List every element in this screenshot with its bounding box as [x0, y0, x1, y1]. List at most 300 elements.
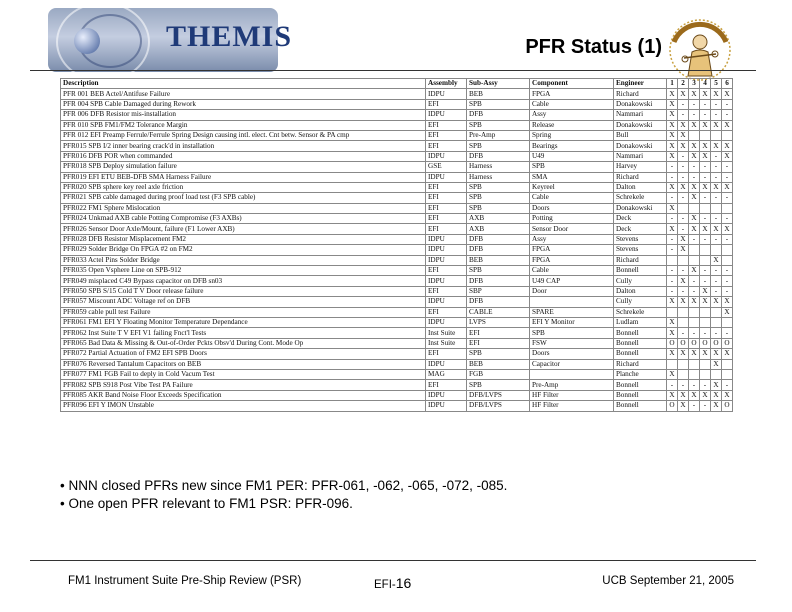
cell-assembly: EFI	[426, 349, 467, 359]
cell-flight-2: X	[678, 89, 689, 99]
cell-subassy: AXB	[467, 224, 530, 234]
cell-flight-2: -	[678, 110, 689, 120]
cell-component: Assy	[530, 110, 614, 120]
cell-engineer: Stevens	[614, 234, 667, 244]
header-component: Component	[530, 79, 614, 89]
cell-engineer: Dalton	[614, 182, 667, 192]
cell-assembly: IDPU	[426, 172, 467, 182]
cell-engineer: Planche	[614, 369, 667, 379]
cell-flight-2: X	[678, 401, 689, 411]
cell-flight-6: X	[722, 120, 733, 130]
cell-subassy: CABLE	[467, 307, 530, 317]
cell-engineer: Bonnell	[614, 328, 667, 338]
cell-component: FPGA	[530, 245, 614, 255]
cell-description: PFR096 EFI Y IMON Unstable	[61, 401, 426, 411]
cell-subassy: SPB	[467, 182, 530, 192]
cell-flight-4: -	[700, 162, 711, 172]
bullet-open-pfr: • One open PFR relevant to FM1 PSR: PFR-096.	[60, 496, 353, 511]
cell-flight-3: -	[689, 401, 700, 411]
cell-engineer: Bull	[614, 130, 667, 140]
cell-description: PFR028 DFB Resistor Misplacement FM2	[61, 234, 426, 244]
cell-flight-6: -	[722, 286, 733, 296]
cell-flight-1: -	[667, 234, 678, 244]
cell-flight-1: X	[667, 89, 678, 99]
cell-assembly: IDPU	[426, 390, 467, 400]
table-row	[61, 203, 733, 213]
cell-component: Doors	[530, 203, 614, 213]
cell-flight-4: X	[700, 286, 711, 296]
cell-flight-2: -	[678, 162, 689, 172]
cell-flight-4: X	[700, 89, 711, 99]
cell-component: SMA	[530, 172, 614, 182]
cell-flight-2	[678, 255, 689, 265]
cell-flight-3: -	[689, 234, 700, 244]
cell-flight-2: X	[678, 245, 689, 255]
cell-flight-2: X	[678, 349, 689, 359]
table-row	[61, 369, 733, 379]
cell-flight-3: X	[689, 266, 700, 276]
cell-flight-3	[689, 369, 700, 379]
cell-flight-6: -	[722, 214, 733, 224]
header-assembly: Assembly	[426, 79, 467, 89]
cell-description: PFR061 FM1 EFI Y Floating Monitor Temperature Dependance	[61, 317, 426, 327]
header-flight-1: 1	[667, 79, 678, 89]
table-body	[61, 89, 733, 411]
cell-flight-5: X	[711, 349, 722, 359]
cell-description: PFR 001 BEB Actel/Antifuse Failure	[61, 89, 426, 99]
cell-assembly: MAG	[426, 369, 467, 379]
cell-assembly: EFI	[426, 266, 467, 276]
cell-subassy: Pre-Amp	[467, 130, 530, 140]
cell-component: Bearings	[530, 141, 614, 151]
cell-assembly: Inst Suite	[426, 328, 467, 338]
cell-flight-6: X	[722, 182, 733, 192]
cell-flight-2: -	[678, 380, 689, 390]
cell-flight-1: X	[667, 151, 678, 161]
cell-flight-2: X	[678, 120, 689, 130]
cell-engineer: Cully	[614, 276, 667, 286]
cell-flight-6: -	[722, 266, 733, 276]
cell-engineer: Cully	[614, 297, 667, 307]
cell-engineer: Schrekele	[614, 307, 667, 317]
cell-component: FPGA	[530, 89, 614, 99]
cell-flight-6: X	[722, 141, 733, 151]
cell-flight-4: X	[700, 120, 711, 130]
cell-flight-4	[700, 307, 711, 317]
cell-flight-2	[678, 359, 689, 369]
cell-flight-1: X	[667, 224, 678, 234]
cell-assembly: EFI	[426, 193, 467, 203]
table-row	[61, 328, 733, 338]
cell-flight-6	[722, 369, 733, 379]
cell-flight-6: X	[722, 89, 733, 99]
cell-subassy: SPB	[467, 203, 530, 213]
cell-description: PFR 004 SPB Cable Damaged during Rework	[61, 99, 426, 109]
cell-subassy: SPB	[467, 380, 530, 390]
table-row	[61, 390, 733, 400]
cell-engineer: Dalton	[614, 286, 667, 296]
cell-flight-4: X	[700, 390, 711, 400]
cell-assembly: IDPU	[426, 110, 467, 120]
cell-flight-6: X	[722, 307, 733, 317]
cell-assembly: IDPU	[426, 151, 467, 161]
cell-assembly: IDPU	[426, 297, 467, 307]
cell-flight-5	[711, 369, 722, 379]
cell-flight-3: -	[689, 328, 700, 338]
cell-assembly: EFI	[426, 380, 467, 390]
cell-flight-6: O	[722, 401, 733, 411]
cell-flight-3: X	[689, 349, 700, 359]
cell-flight-2: -	[678, 193, 689, 203]
cell-flight-5: -	[711, 266, 722, 276]
table-row	[61, 130, 733, 140]
table-row	[61, 266, 733, 276]
cell-assembly: Inst Suite	[426, 338, 467, 348]
header-rule	[30, 70, 756, 71]
cell-flight-5: X	[711, 141, 722, 151]
cell-engineer: Richard	[614, 89, 667, 99]
cell-assembly: IDPU	[426, 89, 467, 99]
header-engineer: Engineer	[614, 79, 667, 89]
cell-flight-3	[689, 245, 700, 255]
table-row	[61, 359, 733, 369]
cell-component: Capacitor	[530, 359, 614, 369]
cell-description: PFR035 Open Vsphere Line on SPB-912	[61, 266, 426, 276]
cell-engineer: Donakowski	[614, 141, 667, 151]
cell-component: Sensor Door	[530, 224, 614, 234]
cell-flight-6: X	[722, 390, 733, 400]
cell-flight-4: -	[700, 380, 711, 390]
cell-assembly: EFI	[426, 224, 467, 234]
cell-engineer: Bonnell	[614, 266, 667, 276]
logo-wordmark: THEMIS	[166, 20, 293, 53]
cell-flight-6: -	[722, 328, 733, 338]
cell-flight-5: -	[711, 234, 722, 244]
cell-subassy: DFB	[467, 276, 530, 286]
cell-subassy: Harness	[467, 172, 530, 182]
header-flight-6: 6	[722, 79, 733, 89]
cell-engineer: Richard	[614, 255, 667, 265]
cell-subassy: SPB	[467, 349, 530, 359]
cell-flight-5: O	[711, 338, 722, 348]
footer-page-number	[374, 575, 411, 591]
footer-date: UCB September 21, 2005	[602, 575, 734, 587]
cell-flight-1: X	[667, 110, 678, 120]
cell-flight-1: O	[667, 338, 678, 348]
cell-description: PFR018 SPB Deploy simulation failure	[61, 162, 426, 172]
cell-flight-6: -	[722, 234, 733, 244]
cell-flight-6: X	[722, 224, 733, 234]
cell-flight-4: X	[700, 182, 711, 192]
header-description: Description	[61, 79, 426, 89]
cell-flight-3: X	[689, 193, 700, 203]
cell-flight-3: X	[689, 120, 700, 130]
cell-flight-4: -	[700, 214, 711, 224]
cell-subassy: DFB	[467, 110, 530, 120]
cell-description: PFR019 EFI ETU BEB-DFB SMA Harness Failure	[61, 172, 426, 182]
cell-assembly: EFI	[426, 286, 467, 296]
cell-subassy: SPB	[467, 193, 530, 203]
cell-description: PFR 012 EFI Preamp Ferrule/Ferrule Spring Design causing intl. elect. Cnt betw. Sensor & PA cmp	[61, 130, 426, 140]
cell-assembly: EFI	[426, 182, 467, 192]
cell-component: EFI Y Monitor	[530, 317, 614, 327]
cell-flight-3	[689, 255, 700, 265]
cell-component: SPB	[530, 328, 614, 338]
cell-component: Potting	[530, 214, 614, 224]
cell-flight-2	[678, 317, 689, 327]
cell-subassy: LVPS	[467, 317, 530, 327]
cell-flight-3	[689, 317, 700, 327]
footer-page-prefix: EFI-	[374, 579, 396, 591]
cell-flight-3: X	[689, 89, 700, 99]
cell-subassy: DFB/LVPS	[467, 390, 530, 400]
cell-flight-1: X	[667, 203, 678, 213]
cell-engineer: Richard	[614, 172, 667, 182]
cell-description: PFR082 SPB S918 Post Vibe Test PA Failure	[61, 380, 426, 390]
cell-assembly: EFI	[426, 120, 467, 130]
cell-flight-2: -	[678, 214, 689, 224]
cell-description: PFR077 FM1 FGB Fail to deply in Cold Vacum Test	[61, 369, 426, 379]
cell-flight-1: X	[667, 120, 678, 130]
cell-subassy: BEB	[467, 359, 530, 369]
cell-flight-4: -	[700, 110, 711, 120]
cell-description: PFR076 Reversed Tantalum Capacitors on BEB	[61, 359, 426, 369]
cell-assembly: EFI	[426, 203, 467, 213]
cell-description: PFR 006 DFB Resistor mis-installation	[61, 110, 426, 120]
cell-flight-1: -	[667, 162, 678, 172]
cell-flight-4: -	[700, 193, 711, 203]
cell-flight-1: X	[667, 297, 678, 307]
table-row	[61, 141, 733, 151]
cell-flight-5: X	[711, 120, 722, 130]
table-row	[61, 89, 733, 99]
cell-assembly: IDPU	[426, 234, 467, 244]
cell-assembly: IDPU	[426, 317, 467, 327]
cell-flight-5	[711, 307, 722, 317]
cell-flight-1: -	[667, 276, 678, 286]
table-row	[61, 234, 733, 244]
cell-flight-4: -	[700, 401, 711, 411]
cell-component: HF Filter	[530, 390, 614, 400]
table-row	[61, 224, 733, 234]
cell-flight-4	[700, 317, 711, 327]
cell-flight-6: -	[722, 99, 733, 109]
cell-flight-5: X	[711, 401, 722, 411]
cell-component: FPGA	[530, 255, 614, 265]
cell-assembly: EFI	[426, 130, 467, 140]
cell-component: Keyreel	[530, 182, 614, 192]
table-row	[61, 380, 733, 390]
cell-description: PFR022 FM1 Sphere Mislocation	[61, 203, 426, 213]
cell-assembly: EFI	[426, 214, 467, 224]
footer-review-name: FM1 Instrument Suite Pre-Ship Review (PSR)	[68, 575, 302, 587]
cell-flight-6	[722, 245, 733, 255]
cell-flight-5	[711, 203, 722, 213]
cell-flight-2: -	[678, 286, 689, 296]
cell-description: PFR015 SPB I/2 inner bearing crack'd in installation	[61, 141, 426, 151]
cell-flight-4: X	[700, 141, 711, 151]
table-row	[61, 110, 733, 120]
cell-flight-5: X	[711, 89, 722, 99]
cell-flight-2: -	[678, 266, 689, 276]
cell-flight-4: -	[700, 266, 711, 276]
header-flight-2: 2	[678, 79, 689, 89]
cell-engineer: Bonnell	[614, 338, 667, 348]
cell-flight-1: X	[667, 182, 678, 192]
cell-subassy: FGB	[467, 369, 530, 379]
cell-component: SPARE	[530, 307, 614, 317]
cell-assembly: IDPU	[426, 359, 467, 369]
earth-icon	[74, 28, 100, 54]
cell-subassy: SPB	[467, 266, 530, 276]
cell-flight-1: X	[667, 141, 678, 151]
cell-engineer: Nammari	[614, 110, 667, 120]
cell-engineer: Donakowski	[614, 203, 667, 213]
cell-flight-4: X	[700, 224, 711, 234]
cell-description: PFR062 Inst Suite T V EFI V1 failing Fnct'l Tests	[61, 328, 426, 338]
cell-flight-5: -	[711, 193, 722, 203]
cell-flight-5	[711, 245, 722, 255]
cell-flight-5: X	[711, 359, 722, 369]
cell-assembly: IDPU	[426, 245, 467, 255]
cell-assembly: IDPU	[426, 276, 467, 286]
cell-engineer: Deck	[614, 224, 667, 234]
cell-flight-1: -	[667, 245, 678, 255]
cell-assembly: EFI	[426, 307, 467, 317]
cell-flight-3: O	[689, 338, 700, 348]
cell-flight-5: -	[711, 99, 722, 109]
cell-description: PFR021 SPB cable damaged during proof load test (F3 SPB cable)	[61, 193, 426, 203]
cell-subassy: AXB	[467, 214, 530, 224]
cell-subassy: DFB	[467, 245, 530, 255]
cell-flight-5: -	[711, 276, 722, 286]
cell-description: PFR033 Actel Pins Solder Bridge	[61, 255, 426, 265]
cell-flight-4: -	[700, 99, 711, 109]
cell-flight-2: X	[678, 297, 689, 307]
table-header-row	[61, 79, 733, 89]
cell-flight-4: -	[700, 234, 711, 244]
cell-engineer: Bonnell	[614, 401, 667, 411]
table-row	[61, 286, 733, 296]
cell-flight-5: -	[711, 328, 722, 338]
cell-flight-1: X	[667, 349, 678, 359]
cell-flight-2: -	[678, 172, 689, 182]
table-row	[61, 99, 733, 109]
cell-component: HF Filter	[530, 401, 614, 411]
cell-engineer: Harvey	[614, 162, 667, 172]
cell-subassy: SPB	[467, 141, 530, 151]
cell-flight-5: -	[711, 162, 722, 172]
cell-description: PFR065 Bad Data & Missing & Out-of-Order Pckts Obsv'd During Cont. Mode Op	[61, 338, 426, 348]
cell-flight-5: -	[711, 151, 722, 161]
table-row	[61, 120, 733, 130]
cell-flight-4: X	[700, 151, 711, 161]
table-row	[61, 401, 733, 411]
cell-flight-1	[667, 255, 678, 265]
bullet-closed-pfrs: • NNN closed PFRs new since FM1 PER: PFR-061, -062, -065, -072, -085.	[60, 478, 508, 493]
cell-flight-1	[667, 307, 678, 317]
cell-flight-5: X	[711, 297, 722, 307]
cell-engineer: Donakowski	[614, 120, 667, 130]
cell-flight-3: X	[689, 297, 700, 307]
cell-subassy: Harness	[467, 162, 530, 172]
cell-flight-2: O	[678, 338, 689, 348]
cell-flight-3: -	[689, 162, 700, 172]
cell-flight-3: X	[689, 141, 700, 151]
cell-component: FSW	[530, 338, 614, 348]
cell-flight-3: -	[689, 110, 700, 120]
cell-flight-4: -	[700, 276, 711, 286]
cell-flight-3: -	[689, 172, 700, 182]
cell-flight-6: -	[722, 276, 733, 286]
cell-flight-4	[700, 203, 711, 213]
cell-subassy: DFB	[467, 151, 530, 161]
table-row	[61, 182, 733, 192]
cell-component: Pre-Amp	[530, 380, 614, 390]
cell-flight-5: -	[711, 286, 722, 296]
cell-component: Assy	[530, 234, 614, 244]
cell-flight-3: -	[689, 276, 700, 286]
table-row	[61, 307, 733, 317]
cell-subassy: SPB	[467, 120, 530, 130]
table-row	[61, 193, 733, 203]
cell-flight-2: X	[678, 141, 689, 151]
table-row	[61, 162, 733, 172]
cell-component: U49 CAP	[530, 276, 614, 286]
cell-flight-1: O	[667, 401, 678, 411]
cell-flight-1: -	[667, 266, 678, 276]
cell-subassy: DFB/LVPS	[467, 401, 530, 411]
cell-flight-2: X	[678, 390, 689, 400]
cell-component: Cable	[530, 193, 614, 203]
cell-flight-1: -	[667, 286, 678, 296]
cell-flight-1: X	[667, 390, 678, 400]
cell-flight-1: X	[667, 317, 678, 327]
cell-flight-5: X	[711, 380, 722, 390]
pfr-status-table	[60, 78, 733, 412]
themis-mascot-seal-icon	[660, 18, 740, 82]
cell-component: SPB	[530, 162, 614, 172]
cell-description: PFR016 DFB POR when commanded	[61, 151, 426, 161]
cell-assembly: GSE	[426, 162, 467, 172]
cell-flight-1	[667, 359, 678, 369]
cell-flight-1: -	[667, 193, 678, 203]
cell-flight-3	[689, 359, 700, 369]
cell-flight-6	[722, 359, 733, 369]
cell-engineer: Richard	[614, 359, 667, 369]
cell-flight-4: X	[700, 297, 711, 307]
cell-component	[530, 369, 614, 379]
cell-component: Doors	[530, 349, 614, 359]
cell-flight-5: X	[711, 224, 722, 234]
cell-component: Release	[530, 120, 614, 130]
cell-engineer: Schrekele	[614, 193, 667, 203]
cell-component: U49	[530, 151, 614, 161]
cell-flight-6: X	[722, 297, 733, 307]
cell-subassy: BEB	[467, 89, 530, 99]
cell-description: PFR029 Solder Bridge On FPGA #2 on FM2	[61, 245, 426, 255]
cell-flight-6: -	[722, 110, 733, 120]
cell-flight-6: -	[722, 380, 733, 390]
header-subassy: Sub-Assy	[467, 79, 530, 89]
themis-logo	[48, 8, 293, 72]
cell-flight-3: -	[689, 380, 700, 390]
cell-component: Door	[530, 286, 614, 296]
cell-flight-2: X	[678, 276, 689, 286]
cell-flight-2: -	[678, 99, 689, 109]
cell-flight-5: -	[711, 110, 722, 120]
table-row	[61, 297, 733, 307]
